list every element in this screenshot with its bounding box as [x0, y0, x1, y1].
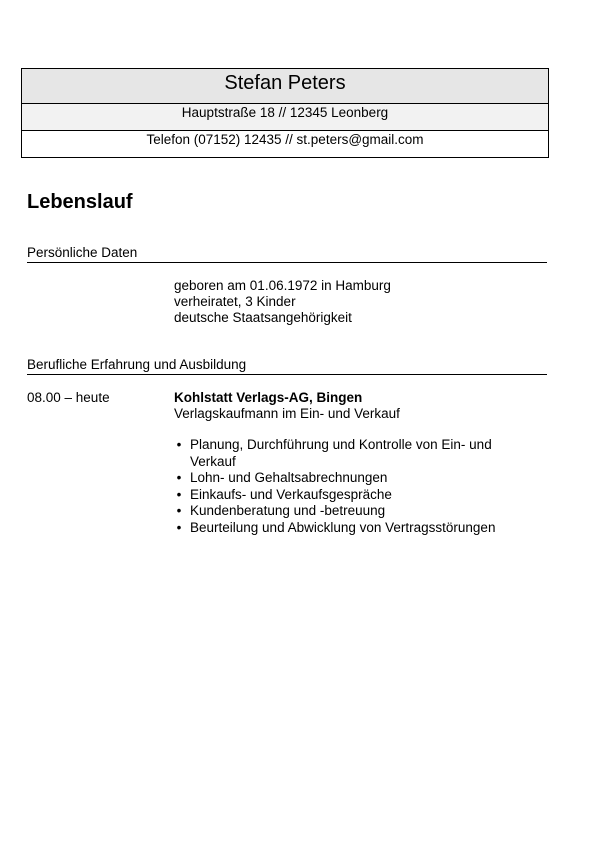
section-heading-experience: Berufliche Erfahrung und Ausbildung: [27, 357, 547, 375]
personal-data-block: [174, 278, 391, 326]
job-duties-list: [174, 437, 535, 536]
job-company: Kohlstatt Verlags-AG, Bingen: [174, 390, 363, 405]
personal-nationality-line: deutsche Staatsangehörigkeit: [174, 310, 352, 325]
list-item: [176, 437, 535, 470]
list-item: [176, 470, 535, 487]
applicant-contact: Telefon (07152) 12435 // st.peters@gmail.com: [22, 131, 548, 157]
duty-text: Kundenberatung und -betreuung: [190, 503, 386, 518]
bullet-icon: •: [176, 470, 182, 485]
applicant-address: Hauptstraße 18 // 12345 Leonberg: [22, 104, 548, 131]
list-item: [176, 519, 535, 537]
personal-family-line: verheiratet, 3 Kinder: [174, 294, 296, 309]
list-item: [176, 486, 535, 504]
applicant-name: Stefan Peters: [22, 69, 548, 104]
job-info-block: [174, 390, 400, 422]
personal-birth-line: geboren am 01.06.1972 in Hamburg: [174, 278, 391, 293]
duty-text: Beurteilung und Abwicklung von Vertragsstörungen: [190, 519, 496, 535]
document-title: Lebenslauf: [27, 191, 133, 213]
bullet-icon: •: [176, 437, 182, 452]
duty-text: Planung, Durchführung und Kontrolle von Ein- und Verkauf: [190, 437, 492, 469]
cv-header-box: [21, 68, 549, 158]
section-heading-personal: Persönliche Daten: [27, 245, 547, 263]
bullet-icon: •: [176, 486, 182, 502]
list-item: [176, 503, 535, 520]
job-period: 08.00 – heute: [27, 390, 110, 405]
job-position: Verlagskaufmann im Ein- und Verkauf: [174, 406, 400, 421]
bullet-icon: •: [176, 519, 182, 535]
bullet-icon: •: [176, 503, 182, 518]
duty-text: Lohn- und Gehaltsabrechnungen: [190, 470, 388, 485]
duty-text: Einkaufs- und Verkaufsgespräche: [190, 486, 392, 502]
